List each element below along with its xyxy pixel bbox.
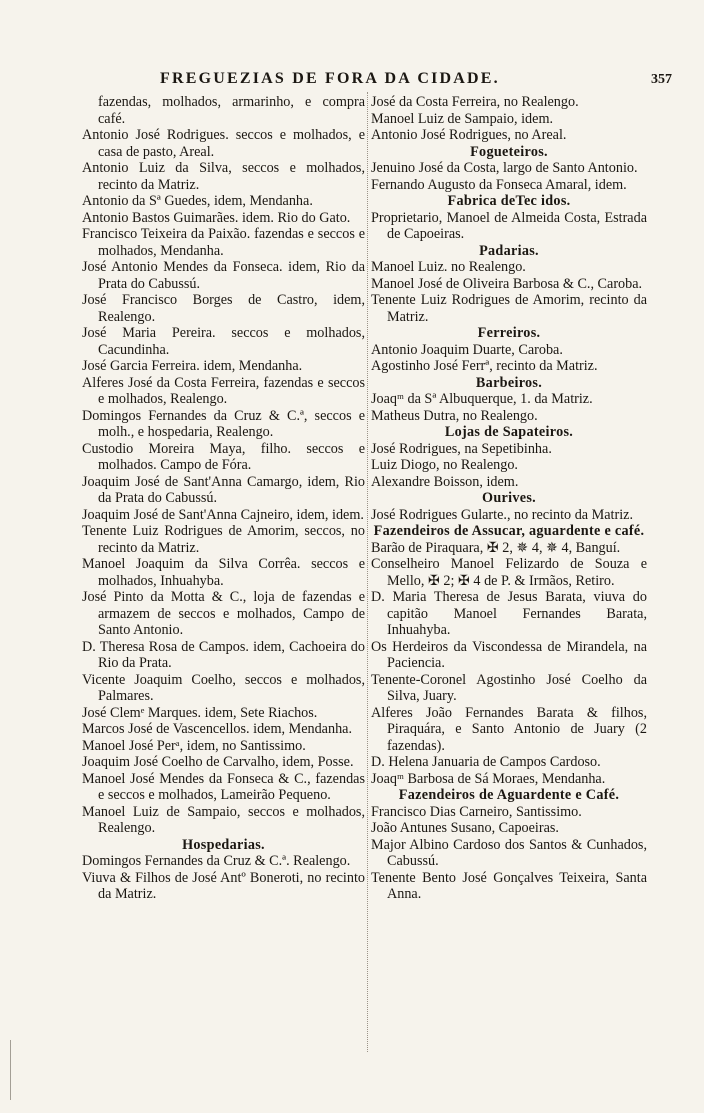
- directory-entry: Tenente-Coronel Agostinho José Coelho da Silva, Juary.: [371, 671, 647, 704]
- directory-entry: João Antunes Susano, Capoeiras.: [371, 820, 559, 836]
- directory-entry: Conselheiro Manoel Felizardo de Souza e Mello, ✠ 2; ✠ 4 de P. & Irmãos, Retiro.: [371, 556, 647, 589]
- page-header: [80, 70, 680, 94]
- directory-entry: Fernando Augusto da Fonseca Amaral, idem.: [371, 176, 627, 193]
- directory-entry: José Garcia Ferreira. idem, Mendanha.: [82, 358, 303, 374]
- right-column: [371, 94, 647, 903]
- directory-entry: José Antonio Mendes da Fonseca. idem, Rio da Prata do Cabussú.: [82, 259, 365, 292]
- section-heading: Barbeiros.: [475, 374, 543, 391]
- section-heading: Fazendeiros de Aguardente e Café.: [398, 787, 620, 803]
- directory-entry: Joaquim José de Sant'Anna Camargo, idem, Rio da Prata do Cabussú.: [82, 473, 365, 506]
- section-heading: Lojas de Sapateiros.: [444, 424, 574, 440]
- directory-entry: Barão de Piraquara, ✠ 2, ✵ 4, ✵ 4, Banguí.: [371, 539, 621, 556]
- directory-entry: Custodio Moreira Maya, filho. seccos e molhados. Campo de Fóra.: [82, 440, 365, 473]
- directory-entry: Antonio Bastos Guimarães. idem. Rio do Gato.: [82, 209, 351, 226]
- directory-entry: Marcos José de Vascencellos. idem, Mendanha.: [82, 721, 353, 737]
- running-title: FREGUEZIAS DE FORA DA CIDADE.: [160, 70, 500, 87]
- directory-entry: Antonio José Rodrigues, no Areal.: [371, 127, 567, 143]
- directory-entry: Antonio Luiz da Silva, seccos e molhados, recinto da Matriz.: [82, 160, 365, 193]
- directory-entry: Joaquim José Coelho de Carvalho, idem, Posse.: [82, 754, 354, 770]
- directory-entry: Domingos Fernandes da Cruz & C.ª, seccos e molh., e hospedaria, Realengo.: [82, 407, 365, 440]
- directory-entry: Vicente Joaquim Coelho, seccos e molhados, Palmares.: [82, 671, 365, 704]
- directory-entry: D. Theresa Rosa de Campos. idem, Cachoeira do Rio da Prata.: [82, 638, 365, 671]
- directory-entry: Major Albino Cardoso dos Santos & Cunhados, Cabussú.: [371, 836, 647, 869]
- directory-entry: José Rodrigues, na Sepetibinha.: [371, 440, 552, 457]
- section-heading: Padarias.: [479, 242, 539, 259]
- directory-entry: Alferes José da Costa Ferreira, fazendas e seccos e molhados, Realengo.: [82, 374, 365, 407]
- directory-entry: José da Costa Ferreira, no Realengo.: [371, 94, 579, 110]
- directory-entry: Manoel José Mendes da Fonseca & C., fazendas e seccos e molhados, Lameirão Pequeno.: [82, 770, 365, 803]
- directory-entry: Matheus Dutra, no Realengo.: [371, 407, 538, 424]
- directory-entry: Antonio da Sª Guedes, idem, Mendanha.: [82, 193, 313, 209]
- directory-entry: Luiz Diogo, no Realengo.: [371, 457, 518, 473]
- directory-entry: Viuva & Filhos de José Antº Boneroti, no recinto da Matriz.: [82, 869, 365, 902]
- column-divider: [367, 92, 368, 1052]
- directory-entry: Alferes João Fernandes Barata & filhos, Piraquára, e Santo Antonio de Juary (2 fazendas).: [371, 704, 647, 754]
- section-heading: Ferreiros.: [477, 325, 541, 341]
- directory-entry: José Clemᵉ Marques. idem, Sete Riachos.: [82, 704, 318, 721]
- directory-entry: Tenente Luiz Rodrigues de Amorim, seccos, no recinto da Matriz.: [82, 523, 365, 556]
- directory-entry: Manoel José Perᵃ, idem, no Santissimo.: [82, 737, 306, 754]
- section-heading: Ourives.: [481, 490, 537, 506]
- directory-entry: Jenuino José da Costa, largo de Santo Antonio.: [371, 160, 638, 176]
- directory-entry: Joaqᵐ da Sª Albuquerque, 1. da Matriz.: [371, 391, 593, 407]
- directory-entry: Manoel Luiz de Sampaio, seccos e molhados, Realengo.: [82, 803, 365, 836]
- section-heading: Fazendeiros de Assucar, aguardente e café.: [373, 523, 645, 539]
- directory-entry: Francisco Dias Carneiro, Santissimo.: [371, 803, 582, 820]
- directory-entry: José Francisco Borges de Castro, idem, Realengo.: [82, 292, 365, 325]
- directory-entry: Antonio Joaquim Duarte, Caroba.: [371, 341, 563, 358]
- directory-entry: Alexandre Boisson, idem.: [371, 473, 519, 490]
- directory-entry: Agostinho José Ferrª, recinto da Matriz.: [371, 358, 598, 374]
- directory-entry: Manoel Joaquim da Silva Corrêa. seccos e molhados, Inhuahyba.: [82, 556, 365, 589]
- directory-entry: Manoel José de Oliveira Barbosa & C., Caroba.: [371, 275, 643, 292]
- directory-entry: Os Herdeiros da Viscondessa de Mirandela, na Paciencia.: [371, 638, 647, 671]
- directory-entry: Joaquim José de Sant'Anna Cajneiro, idem, idem.: [82, 506, 364, 523]
- directory-entry: José Maria Pereira. seccos e molhados, Cacundinha.: [82, 325, 365, 358]
- scan-edge-mark: [10, 1040, 11, 1100]
- section-heading: Hospedarias.: [182, 836, 265, 853]
- page-number: 357: [651, 72, 672, 87]
- directory-entry: D. Helena Januaria de Campos Cardoso.: [371, 754, 601, 770]
- directory-entry: Antonio José Rodrigues. seccos e molhados, e casa de pasto, Areal.: [82, 127, 365, 160]
- section-heading: Fabrica deTec idos.: [447, 193, 571, 209]
- section-heading: Fogueteiros.: [470, 143, 548, 160]
- directory-entry: Tenente Luiz Rodrigues de Amorim, recinto da Matriz.: [371, 292, 647, 325]
- directory-entry: Francisco Teixeira da Paixão. fazendas e seccos e molhados, Mendanha.: [82, 226, 365, 259]
- directory-entry: José Pinto da Motta & C., loja de fazendas e armazem de seccos e molhados, Campo de Santo Antonio.: [82, 589, 365, 638]
- left-column: [82, 94, 365, 903]
- directory-entry: José Rodrigues Gularte., no recinto da Matriz.: [371, 506, 634, 523]
- directory-entry: Proprietario, Manoel de Almeida Costa, Estrada de Capoeiras.: [371, 209, 647, 242]
- directory-entry: Manoel Luiz de Sampaio, idem.: [371, 110, 554, 127]
- directory-entry: Tenente Bento José Gonçalves Teixeira, Santa Anna.: [371, 869, 647, 902]
- directory-entry: Domingos Fernandes da Cruz & C.ª. Realengo.: [82, 853, 351, 869]
- directory-entry: Manoel Luiz. no Realengo.: [371, 259, 526, 275]
- continued-entry: fazendas, molhados, armarinho, e compra café.: [98, 94, 365, 127]
- directory-entry: Joaqᵐ Barbosa de Sá Moraes, Mendanha.: [371, 770, 606, 787]
- directory-entry: D. Maria Theresa de Jesus Barata, viuva do capitão Manoel Fernandes Barata, Inhuahyba.: [371, 589, 647, 638]
